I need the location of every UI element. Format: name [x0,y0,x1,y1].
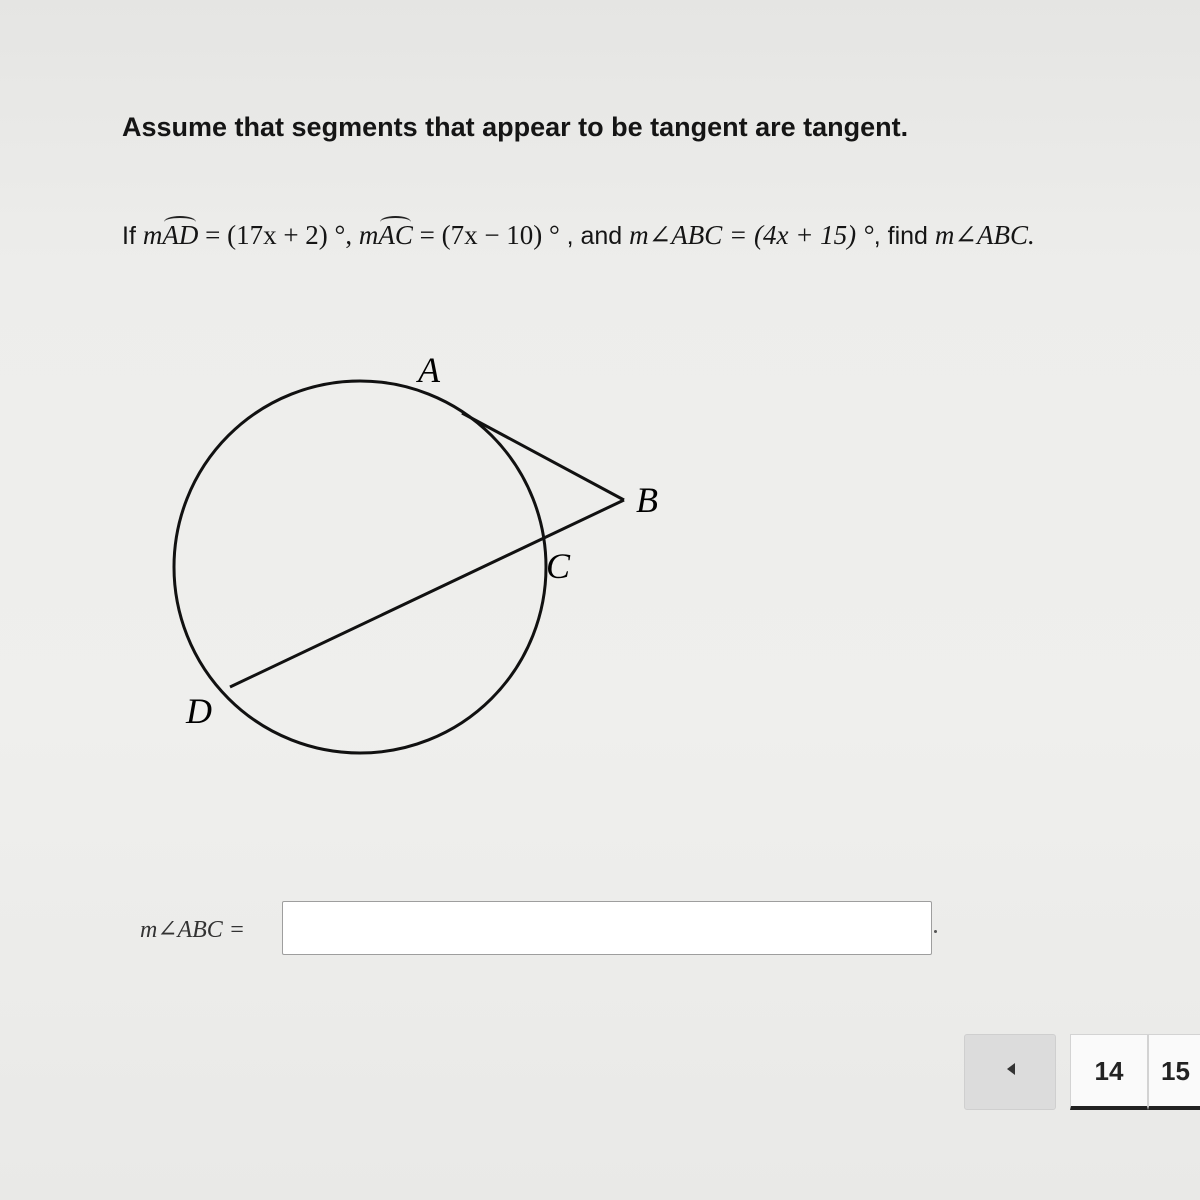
instruction-text: Assume that segments that appear to be tangent are tangent. [122,112,909,142]
page-14-button[interactable]: 14 [1070,1034,1148,1110]
question-and: , and [566,222,623,250]
question-angle-find: m∠ABC. [934,220,1035,250]
period-mark [934,930,937,933]
secant-segment-db [230,500,624,687]
previous-page-button[interactable] [964,1034,1056,1110]
answer-label: m∠ABC = [140,917,245,943]
answer-input[interactable] [282,901,932,955]
question-prefix: If [122,222,136,250]
pagination [964,1034,1200,1112]
question-eq-1: = (17x + 2) °, [205,220,353,250]
answer-row [140,900,960,960]
tangent-segment-ab [462,413,624,500]
arc-ad: AD [162,220,199,250]
circle [174,381,546,753]
arc-ac: AC [378,220,413,250]
question-m-1: m [142,220,163,250]
page-15-button[interactable]: 15 [1148,1034,1200,1110]
label-b: B [636,480,658,520]
question-m-2: m [358,220,379,250]
label-a: A [418,350,440,390]
question-find: , find [873,222,928,250]
label-d: D [186,691,212,731]
question-angle-given: m∠ABC = (4x + 15) ° [629,220,874,250]
question-text [122,220,1035,251]
label-c: C [546,546,571,586]
left-triangle-icon [1007,1063,1015,1075]
geometry-diagram [150,340,710,770]
question-eq-2: = (7x − 10) ° [419,220,560,250]
